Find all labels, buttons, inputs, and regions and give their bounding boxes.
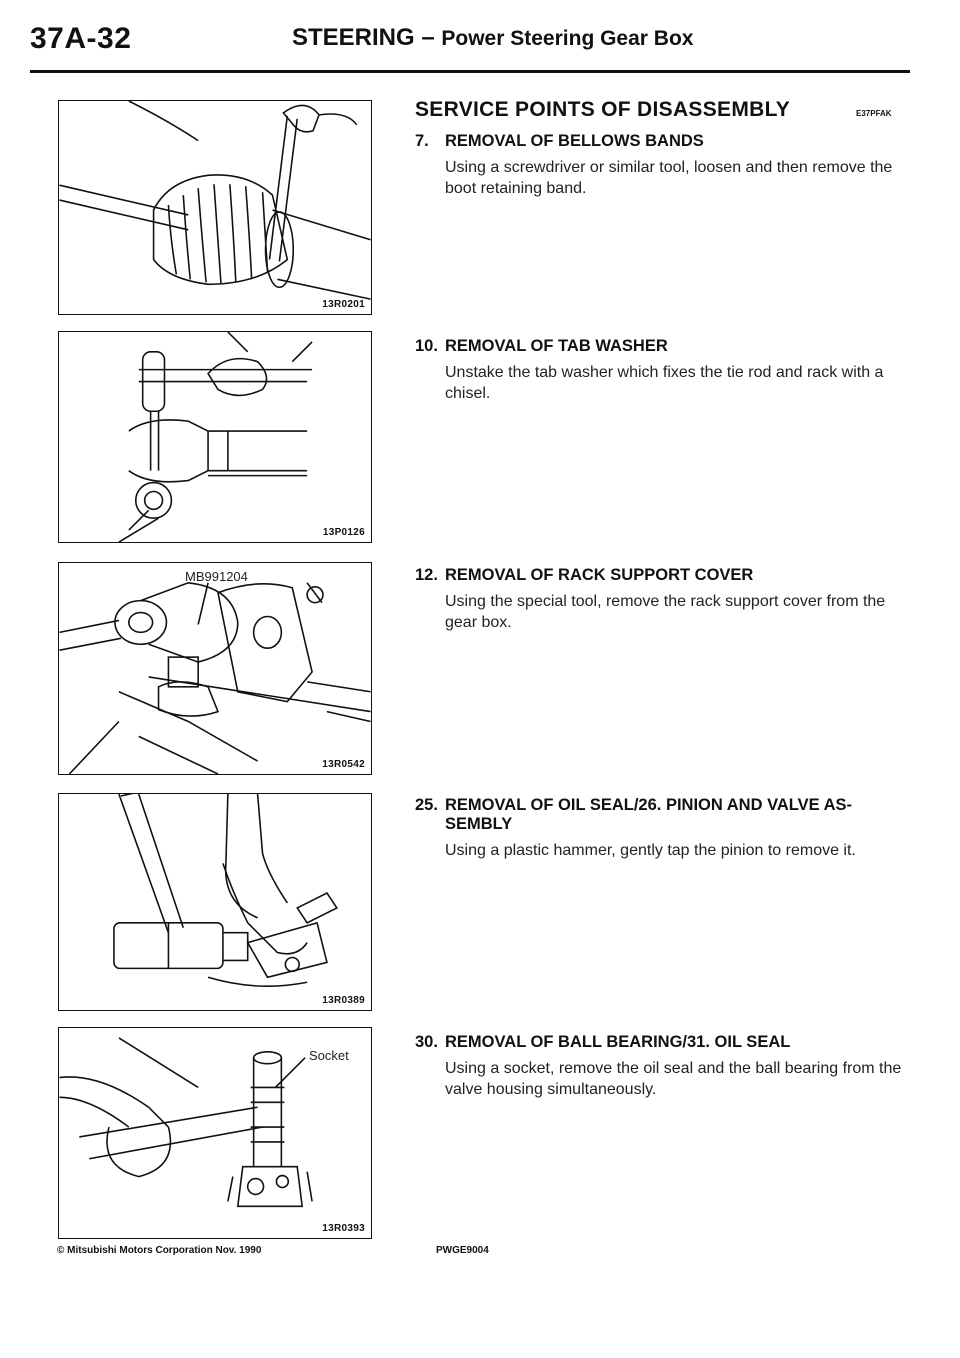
header-dash: – [421,24,435,51]
header-subtitle: Power Steering Gear Box [441,27,694,50]
bellows-illustration [59,101,371,314]
step-item [415,796,915,861]
figure-bearing-removal [58,1027,372,1239]
step-title: REMOVAL OF OIL SEAL/26. PINION AND VALVE AS-SEMBLY [445,796,853,833]
step-title: REMOVAL OF RACK SUPPORT COVER [445,566,754,584]
step-title: REMOVAL OF TAB WASHER [445,337,668,355]
step-body: Using a socket, remove the oil seal and the ball bearing from the valve housing simultaneously. [445,1060,902,1098]
step-body: Using a plastic hammer, gently tap the pinion to remove it. [445,842,856,859]
pinion-illustration [59,794,371,1010]
step-item [415,132,915,199]
figure-code: 13R0201 [322,299,365,310]
figure-tab-washer [58,331,372,543]
header-rule [30,70,910,73]
header-title: STEERING [292,24,415,51]
step-heading [415,1033,915,1052]
figure-bellows-band [58,100,372,315]
figure-code: 13R0389 [322,995,365,1006]
footer-code: PWGE9004 [436,1245,489,1256]
footer-copyright: © Mitsubishi Motors Corporation Nov. 1990 [57,1245,262,1256]
section-title: SERVICE POINTS OF DISASSEMBLY [415,98,791,121]
step-body: Using the special tool, remove the rack support cover from the gear box. [445,593,886,631]
figure-callout: Socket [309,1048,349,1063]
tab-washer-illustration [59,332,371,542]
figure-code: 13R0393 [322,1223,365,1234]
figure-code: 13P0126 [322,527,365,538]
step-body: Unstake the tab washer which fixes the tie rod and rack with a chisel. [445,364,884,402]
step-title: REMOVAL OF BELLOWS BANDS [445,132,704,150]
step-item [415,566,915,633]
step-body: Using a screwdriver or similar tool, loosen and then remove the boot retaining band. [445,159,893,197]
figure-pinion-removal [58,793,372,1011]
step-title: REMOVAL OF BALL BEARING/31. OIL SEAL [445,1033,791,1051]
step-number: 25. [415,796,438,814]
step-item [415,337,915,404]
step-number: 30. [415,1033,438,1051]
figure-rack-support-cover [58,562,372,775]
section-code: E37PFAK [856,109,892,118]
step-number: 12. [415,566,438,584]
step-heading [415,132,915,151]
page-number: 37A-32 [30,22,132,55]
step-heading [415,566,915,585]
rack-support-illustration [59,563,371,774]
step-number: 7. [415,132,429,150]
figure-callout: MB991204 [185,569,248,584]
step-heading [415,337,915,356]
step-heading [415,796,915,834]
step-number: 10. [415,337,438,355]
step-item [415,1033,915,1100]
page-header [292,24,693,52]
figure-code: 13R0542 [322,759,365,770]
